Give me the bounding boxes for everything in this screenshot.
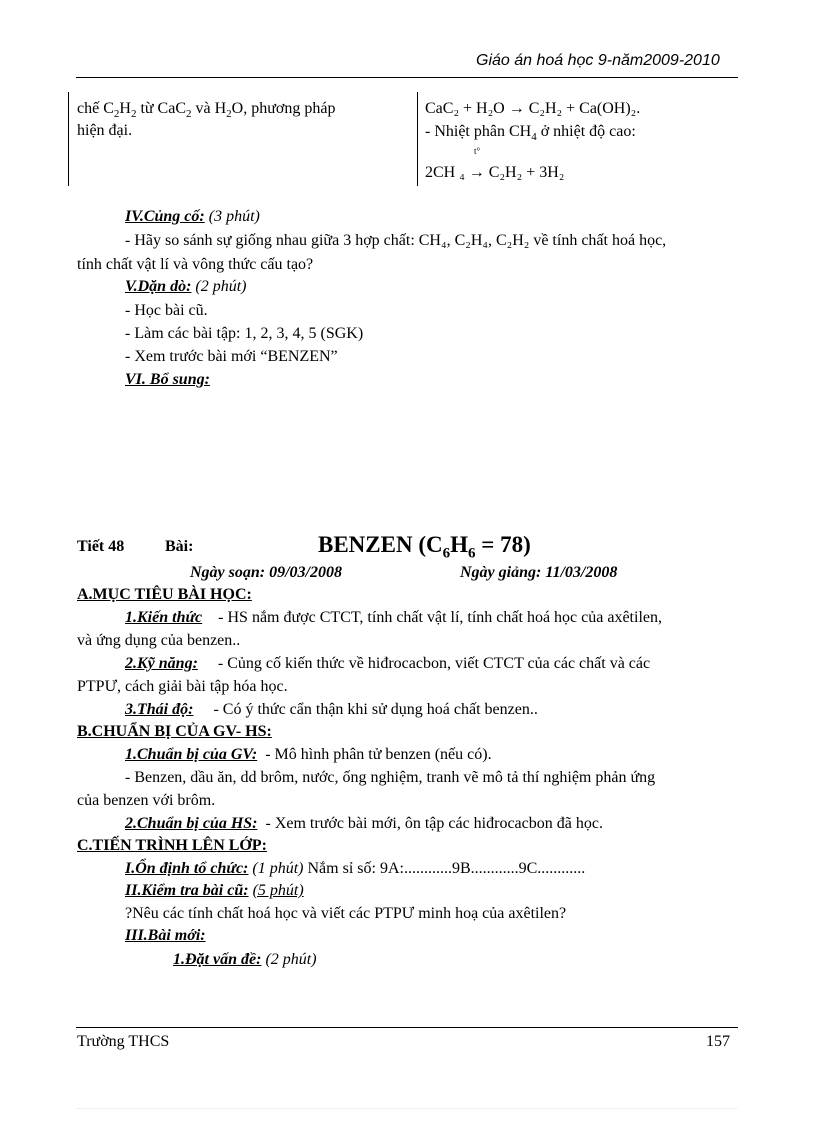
lesson-label: Bài:: [165, 538, 194, 555]
text-fragment: 6: [442, 545, 451, 562]
text-fragment: - HS nắm được CTCT, tính chất vật lí, tính chất hoá học của axêtilen,: [218, 609, 662, 626]
a-ky-nang-line2: PTPƯ, cách giải bài tập hóa học.: [77, 678, 288, 695]
b-hs-line1: [125, 815, 603, 833]
subsection-label: 2.Chuẩn bị của HS:: [125, 815, 258, 832]
b-gv-line1: [125, 746, 492, 764]
section-b-heading: B.CHUẨN BỊ CỦA GV- HS:: [77, 723, 272, 740]
section-a-heading: A.MỤC TIÊU BÀI HỌC:: [77, 586, 252, 603]
table-left-line2: hiện đại.: [77, 122, 133, 139]
b-gv-line2: - Benzen, dầu ăn, dd brôm, nước, ống nghiệm, tranh vẽ mô tả thí nghiệm phản ứng: [125, 769, 656, 786]
table-right-line1: CaC₂ + H₂O → C₂H₂ + Ca(OH)₂.: [425, 100, 641, 117]
text-fragment: và H: [191, 100, 227, 117]
date-prepared: [190, 564, 342, 582]
section-time: (5 phút): [252, 882, 304, 899]
text-fragment: từ CaC: [136, 100, 186, 117]
c-kiem-tra-question: ?Nêu các tính chất hoá học và viết các PTPƯ minh hoạ của axêtilen?: [125, 905, 567, 922]
text-fragment: - Nhiệt phân CH: [425, 123, 532, 140]
subsection-label: 1.Chuẩn bị của GV:: [125, 746, 258, 763]
section-heading: V.Dặn dò:: [125, 278, 192, 295]
section-bo-sung: VI. Bổ sung:: [125, 371, 210, 388]
text-fragment: H: [450, 532, 468, 557]
section-time: (2 phút): [195, 278, 247, 295]
table-right-line3: 2CH ₄ → C₂H₂ + 3H₂: [425, 164, 565, 181]
subsection-label: 3.Thái độ:: [125, 701, 194, 718]
text-fragment: - Củng cố kiến thức về hiđrocacbon, viết CTCT của các chất và các: [217, 655, 651, 672]
text-fragment: chế C: [77, 100, 114, 117]
cung-co-question-2: tính chất vật lí và vông thức cấu tạo?: [77, 256, 314, 273]
c-dat-van-de: [173, 951, 317, 969]
text-fragment: - Có ý thức cẩn thận khi sử dụng hoá chất benzen..: [213, 701, 538, 718]
footer-school: Trường THCS: [77, 1033, 170, 1050]
text-fragment: ở nhiệt độ cao:: [536, 123, 636, 140]
subsection-label: 1.Đặt vấn đề:: [173, 951, 262, 968]
table-left-border: [68, 92, 69, 186]
date-label: Ngày giảng:: [460, 564, 542, 581]
section-time: (1 phút): [252, 860, 304, 877]
c-bai-moi: III.Bài mới:: [125, 927, 206, 944]
subsection-label: II.Kiểm tra bài cũ:: [125, 882, 249, 899]
text-fragment: H: [119, 100, 131, 117]
a-kien-thuc-line1: [125, 609, 662, 627]
date-label: Ngày soạn:: [190, 564, 266, 581]
a-ky-nang-line1: [125, 655, 650, 673]
dan-do-item: - Làm các bài tập: 1, 2, 3, 4, 5 (SGK): [125, 325, 364, 342]
section-time: (2 phút): [265, 951, 317, 968]
cung-co-question-1: - Hãy so sánh sự giống nhau giữa 3 hợp chất: CH₄, C₂H₄, C₂H₂ về tính chất hoá học,: [125, 232, 667, 249]
table-right-line2: - Nhiệt phân $CH_4$ ở nhiệt độ cao:: [425, 123, 636, 144]
table-left-line1: chế $C_2H_2$ từ CaC$_2$ và $H_2O$, phương pháp: [77, 100, 336, 121]
bottom-dotted-line: [76, 1108, 738, 1109]
date-value: 11/03/2008: [545, 564, 618, 581]
subsection-label: 2.Kỹ năng:: [125, 655, 198, 672]
subsection-label: I.Ổn định tổ chức:: [125, 860, 249, 877]
page-number: 157: [706, 1033, 730, 1050]
text-fragment: - Xem trước bài mới, ôn tập các hiđrocacbon đã học.: [265, 815, 603, 832]
text-fragment: 6: [468, 545, 476, 562]
date-taught: [460, 564, 617, 582]
subsection-label: 1.Kiến thức: [125, 609, 203, 626]
section-heading: IV.Củng cố:: [125, 208, 205, 225]
text-fragment: O, phương pháp: [231, 100, 336, 117]
text-fragment: - Mô hình phân tử benzen (nếu có).: [265, 746, 492, 763]
a-thai-do: [125, 701, 538, 719]
header-rule: [76, 77, 738, 78]
lesson-number: Tiết 48: [77, 538, 125, 555]
temperature-mark: t°: [474, 146, 481, 156]
section-dan-do: [125, 278, 247, 296]
date-value: 09/03/2008: [269, 564, 342, 581]
table-divider: [417, 92, 418, 186]
a-kien-thuc-line2: và ứng dụng của benzen..: [77, 632, 241, 649]
b-gv-line3: của benzen với brôm.: [77, 792, 216, 809]
dan-do-item: - Xem trước bài mới “BENZEN”: [125, 348, 338, 365]
page-header-title: Giáo án hoá học 9-năm2009-2010: [476, 52, 720, 69]
text-fragment: BENZEN (C: [318, 532, 443, 557]
section-time: (3 phút): [208, 208, 260, 225]
lesson-title: [318, 532, 531, 563]
c-kiem-tra: [125, 882, 304, 900]
text-fragment: Nắm sỉ số: 9A:............9B............9C............: [307, 860, 586, 877]
text-fragment: = 78): [475, 532, 531, 557]
dan-do-item: - Học bài cũ.: [125, 302, 208, 319]
c-on-dinh: [125, 860, 585, 878]
section-cung-co: [125, 208, 260, 226]
footer-rule: [76, 1027, 738, 1028]
section-c-heading: C.TIẾN TRÌNH LÊN LỚP:: [77, 837, 267, 854]
